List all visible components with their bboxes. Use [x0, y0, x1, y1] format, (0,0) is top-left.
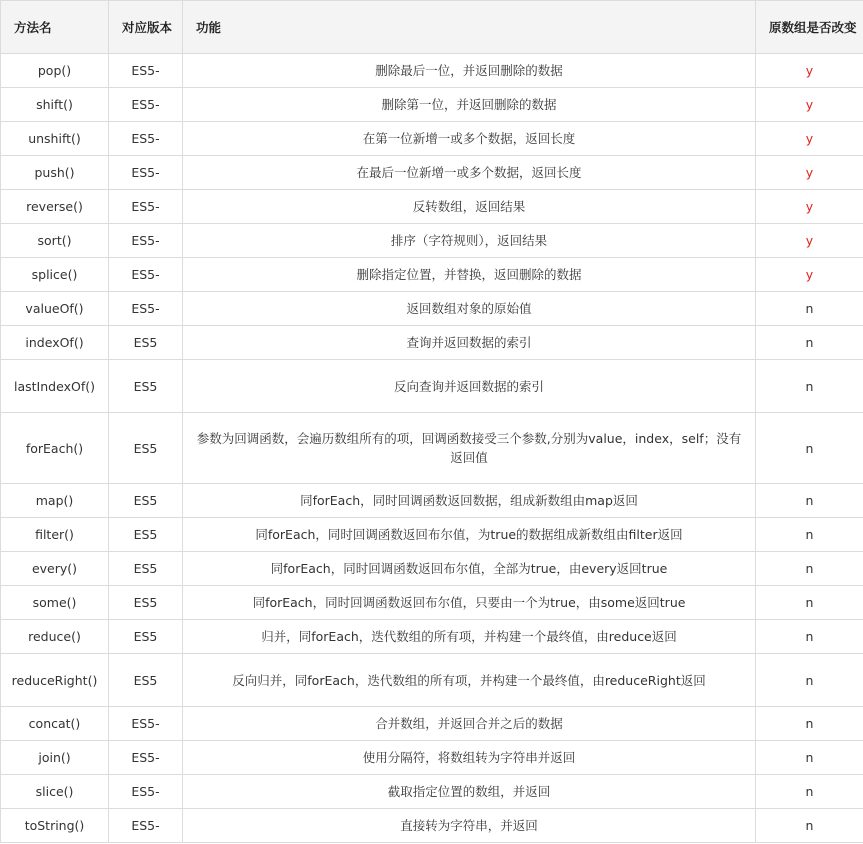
table-row [1, 224, 863, 258]
table-row [1, 741, 863, 775]
table-header [1, 1, 863, 54]
function-cell: 合并数组，并返回合并之后的数据 [183, 707, 756, 741]
version-cell: ES5- [109, 741, 183, 775]
table-row [1, 586, 863, 620]
function-cell: 使用分隔符，将数组转为字符串并返回 [183, 741, 756, 775]
function-cell: 同forEach，同时回调函数返回布尔值，只要由一个为true，由some返回true [183, 586, 756, 620]
mutates-cell: n [756, 413, 863, 484]
method-cell: slice() [1, 775, 109, 809]
table-row [1, 620, 863, 654]
function-cell: 同forEach，同时回调函数返回布尔值，为true的数据组成新数组由filter返回 [183, 518, 756, 552]
method-cell: unshift() [1, 122, 109, 156]
mutates-cell: n [756, 518, 863, 552]
version-cell: ES5 [109, 518, 183, 552]
version-cell: ES5- [109, 292, 183, 326]
mutates-cell: n [756, 741, 863, 775]
header-function: 功能 [183, 1, 756, 54]
mutates-cell: n [756, 775, 863, 809]
method-cell: reduceRight() [1, 654, 109, 707]
version-cell: ES5- [109, 809, 183, 843]
mutates-cell: y [756, 156, 863, 190]
version-cell: ES5- [109, 224, 183, 258]
mutates-cell: n [756, 360, 863, 413]
method-cell: lastIndexOf() [1, 360, 109, 413]
function-cell: 参数为回调函数，会遍历数组所有的项，回调函数接受三个参数,分别为value，index，self；没有返回值 [183, 413, 756, 484]
header-version: 对应版本 [109, 1, 183, 54]
mutates-cell: n [756, 707, 863, 741]
mutates-cell: y [756, 224, 863, 258]
table-row [1, 552, 863, 586]
mutates-cell: n [756, 292, 863, 326]
function-cell: 在最后一位新增一或多个数据，返回长度 [183, 156, 756, 190]
function-cell: 排序（字符规则），返回结果 [183, 224, 756, 258]
version-cell: ES5- [109, 88, 183, 122]
version-cell: ES5 [109, 484, 183, 518]
mutates-cell: y [756, 88, 863, 122]
table-row [1, 707, 863, 741]
mutates-cell: n [756, 484, 863, 518]
method-cell: reduce() [1, 620, 109, 654]
version-cell: ES5- [109, 190, 183, 224]
method-cell: sort() [1, 224, 109, 258]
header-row [1, 1, 863, 54]
table-row [1, 54, 863, 88]
version-cell: ES5- [109, 775, 183, 809]
function-cell: 删除最后一位，并返回删除的数据 [183, 54, 756, 88]
method-cell: some() [1, 586, 109, 620]
table-row [1, 809, 863, 843]
mutates-cell: y [756, 54, 863, 88]
method-cell: valueOf() [1, 292, 109, 326]
mutates-cell: n [756, 654, 863, 707]
method-cell: indexOf() [1, 326, 109, 360]
function-cell: 直接转为字符串，并返回 [183, 809, 756, 843]
table-row [1, 190, 863, 224]
mutates-cell: n [756, 586, 863, 620]
table-body [1, 54, 863, 843]
method-cell: map() [1, 484, 109, 518]
method-cell: forEach() [1, 413, 109, 484]
method-cell: push() [1, 156, 109, 190]
function-cell: 在第一位新增一或多个数据，返回长度 [183, 122, 756, 156]
version-cell: ES5- [109, 707, 183, 741]
function-cell: 返回数组对象的原始值 [183, 292, 756, 326]
function-cell: 删除指定位置，并替换，返回删除的数据 [183, 258, 756, 292]
table-row [1, 654, 863, 707]
version-cell: ES5 [109, 552, 183, 586]
table-row [1, 518, 863, 552]
table-row [1, 775, 863, 809]
function-cell: 反向归并，同forEach，迭代数组的所有项，并构建一个最终值，由reduceRight返回 [183, 654, 756, 707]
mutates-cell: y [756, 122, 863, 156]
version-cell: ES5 [109, 413, 183, 484]
mutates-cell: y [756, 190, 863, 224]
method-cell: reverse() [1, 190, 109, 224]
method-cell: shift() [1, 88, 109, 122]
table-row [1, 360, 863, 413]
function-cell: 反向查询并返回数据的索引 [183, 360, 756, 413]
version-cell: ES5- [109, 54, 183, 88]
method-cell: concat() [1, 707, 109, 741]
table-row [1, 258, 863, 292]
table-row [1, 484, 863, 518]
version-cell: ES5- [109, 258, 183, 292]
function-cell: 反转数组，返回结果 [183, 190, 756, 224]
mutates-cell: n [756, 326, 863, 360]
mutates-cell: y [756, 258, 863, 292]
version-cell: ES5 [109, 326, 183, 360]
version-cell: ES5 [109, 654, 183, 707]
method-cell: every() [1, 552, 109, 586]
method-cell: join() [1, 741, 109, 775]
table-row [1, 326, 863, 360]
table-row [1, 156, 863, 190]
version-cell: ES5- [109, 156, 183, 190]
function-cell: 归并，同forEach，迭代数组的所有项，并构建一个最终值，由reduce返回 [183, 620, 756, 654]
version-cell: ES5 [109, 586, 183, 620]
table-row [1, 413, 863, 484]
table-row [1, 292, 863, 326]
mutates-cell: n [756, 552, 863, 586]
function-cell: 截取指定位置的数组，并返回 [183, 775, 756, 809]
header-mutates: 原数组是否改变 [756, 1, 863, 54]
method-cell: pop() [1, 54, 109, 88]
header-method: 方法名 [1, 1, 109, 54]
method-cell: toString() [1, 809, 109, 843]
version-cell: ES5- [109, 122, 183, 156]
version-cell: ES5 [109, 620, 183, 654]
table-row [1, 122, 863, 156]
mutates-cell: n [756, 809, 863, 843]
function-cell: 删除第一位，并返回删除的数据 [183, 88, 756, 122]
method-cell: splice() [1, 258, 109, 292]
function-cell: 同forEach，同时回调函数返回数据，组成新数组由map返回 [183, 484, 756, 518]
table-row [1, 88, 863, 122]
function-cell: 同forEach，同时回调函数返回布尔值，全部为true，由every返回true [183, 552, 756, 586]
version-cell: ES5 [109, 360, 183, 413]
mutates-cell: n [756, 620, 863, 654]
method-cell: filter() [1, 518, 109, 552]
function-cell: 查询并返回数据的索引 [183, 326, 756, 360]
